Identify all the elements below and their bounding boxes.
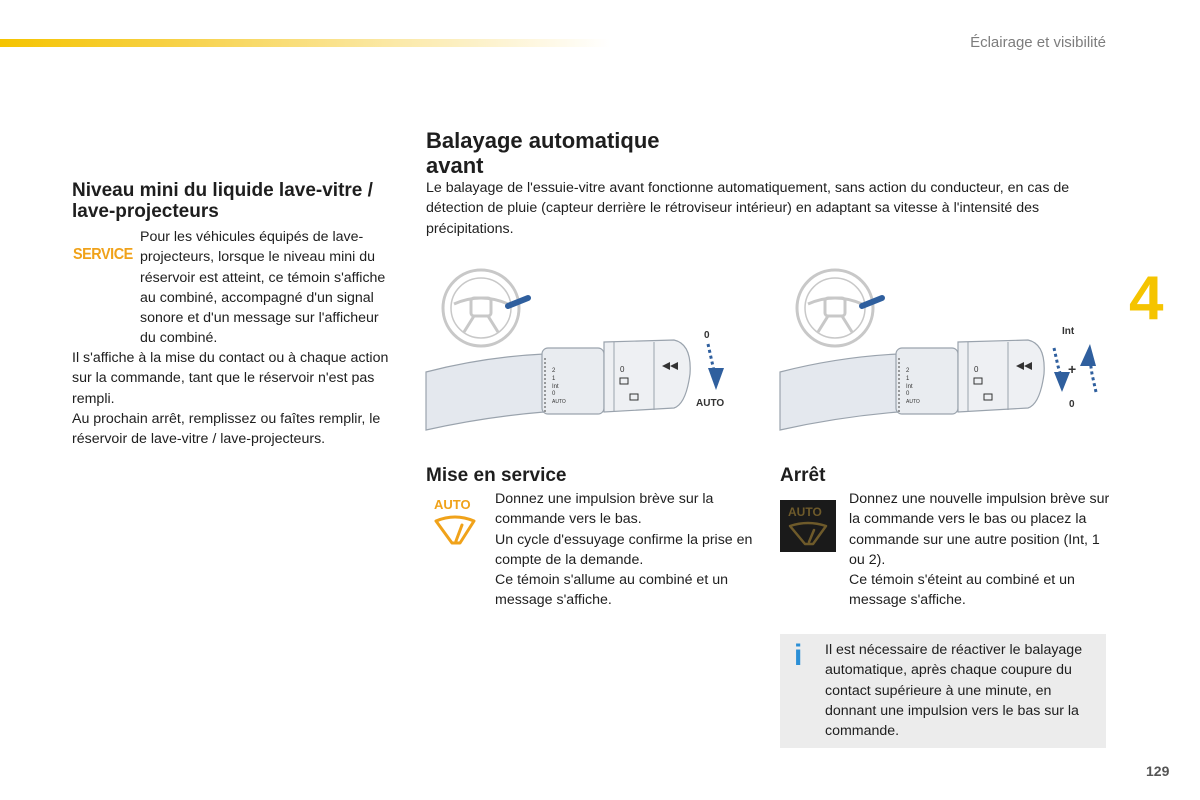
deactivation-line-2: Ce témoin s'éteint au combiné et un message s'affiche. xyxy=(849,572,1075,609)
stalk-mark-0: 0 xyxy=(906,391,910,397)
down-arrow-icon xyxy=(708,344,724,390)
position-zero-label: 0 xyxy=(704,330,710,341)
wiper-stalk xyxy=(426,340,690,430)
position-zero-label: 0 xyxy=(1069,399,1075,410)
info-icon: i xyxy=(794,639,803,672)
activation-line-2: Un cycle d'essuyage confirme la prise en compte de la demande. xyxy=(495,531,753,568)
deactivation-line-1: Donnez une nouvelle impulsion brève sur la commande vers le bas ou placez la commande sur une autre position (Int, 1 ou 2). xyxy=(849,491,1110,568)
stalk-mark-auto: AUTO xyxy=(906,399,920,405)
washer-level-paragraph: Pour les véhicules équipés de lave-projecteurs, lorsque le niveau mini du réservoir est atteint, ce témoin s'affiche au combiné, accompagné d'un signal sonore et d'un message sur l'afficheur du combiné. xyxy=(140,229,386,347)
washer-level-heading: Niveau mini du liquide lave-vitre / lave-projecteurs xyxy=(72,180,373,222)
auto-wiper-off-indicator-icon xyxy=(780,500,836,552)
stalk-mark-auto: AUTO xyxy=(552,399,566,405)
stalk-mark-2: 2 xyxy=(906,368,910,374)
auto-wiping-heading-line2: avant xyxy=(426,153,484,178)
svg-text:0: 0 xyxy=(974,365,979,374)
up-arrow-icon xyxy=(1080,344,1096,392)
svg-text:+: + xyxy=(1068,361,1077,377)
auto-wiping-intro: Le balayage de l'essuie-vitre avant fonctionne automatiquement, sans action du conducteur, en cas de détection de pluie (capteur derrière le rétroviseur intérieur) en adaptant sa vitesse à l'intensité des précipitations. xyxy=(426,180,1070,237)
section-title: Éclairage et visibilité xyxy=(970,34,1106,51)
stalk-mark-1: 1 xyxy=(906,376,910,382)
stalk-illustration-activation xyxy=(424,262,744,442)
stalk-illustration-deactivation xyxy=(778,262,1098,442)
activation-text xyxy=(495,489,757,611)
position-int-label: Int xyxy=(1062,326,1075,337)
page-number: 129 xyxy=(1146,763,1170,779)
stalk-mark-1: 1 xyxy=(552,376,556,382)
info-note-text: Il est nécessaire de réactiver le balayage automatique, après chaque coupure du contact supérieure à une minute, en donnant une impulsion vers le bas sur la commande. xyxy=(825,642,1083,740)
auto-indicator-label: AUTO xyxy=(434,497,471,512)
deactivation-text xyxy=(849,489,1111,611)
header-accent-bar xyxy=(0,39,610,47)
deactivation-heading: Arrêt xyxy=(780,465,826,486)
stalk-mark-0: 0 xyxy=(552,391,556,397)
stalk-mark-2: 2 xyxy=(552,368,556,374)
activation-heading: Mise en service xyxy=(426,465,567,486)
activation-line-1: Donnez une impulsion brève sur la commande vers le bas. xyxy=(495,491,714,528)
auto-wiping-heading-line1: Balayage automatique xyxy=(426,128,660,153)
auto-off-indicator-label: AUTO xyxy=(788,505,822,519)
chapter-number: 4 xyxy=(1129,264,1164,333)
service-warning-icon: SERVICE xyxy=(73,246,133,263)
auto-wiping-heading xyxy=(426,128,726,178)
stalk-mark-int: Int xyxy=(906,384,913,390)
activation-line-3: Ce témoin s'allume au combiné et un message s'affiche. xyxy=(495,572,728,609)
washer-level-paragraph-3: Au prochain arrêt, remplissez ou faîtes remplir, le réservoir de lave-vitre / lave-projecteurs. xyxy=(72,411,381,448)
washer-level-paragraph-2: Il s'affiche à la mise du contact ou à chaque action sur la commande, tant que le réservoir n'est pas rempli. xyxy=(72,350,389,407)
stalk-mark-int: Int xyxy=(552,384,559,390)
wiper-stalk xyxy=(780,340,1044,430)
position-auto-label: AUTO xyxy=(696,398,725,409)
auto-wiper-indicator-icon xyxy=(432,497,478,549)
svg-text:0: 0 xyxy=(620,365,625,374)
